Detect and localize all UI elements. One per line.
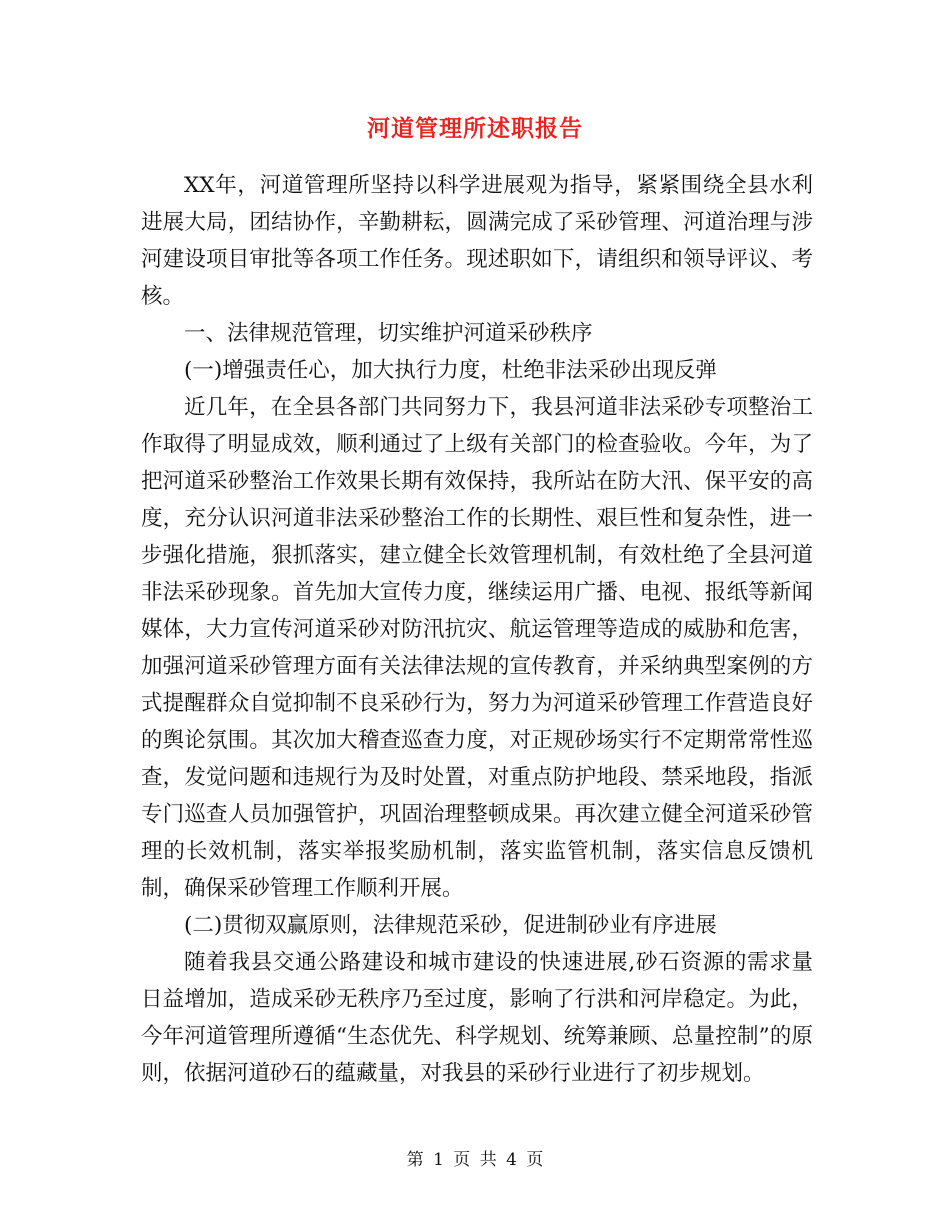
section-heading-1: 一、法律规范管理，切实维护河道采砂秩序 (184, 321, 593, 346)
document-body (141, 167, 813, 1092)
subsection-heading-2: (二)贯彻双赢原则，法律规范采砂，促进制砂业有序进展 (184, 913, 717, 938)
paragraph-body-1: 近几年，在全县各部门共同努力下，我县河道非法采砂专项整治工作取得了明显成效，顺利通过了上级有关部门的检查验收。今年，为了把河道采砂整治工作效果长期有效保持，我所站在防大汛、保平安的高度，充分认识河道非法采砂整治工作的长期性、艰巨性和复杂性，进一步强化措施，狠抓落实，建立健全长效管理机制，有效杜绝了全县河道非法采砂现象。首先加大宣传力度，继续运用广播、电视、报纸等新闻媒体，大力宣传河道采砂对防汛抗灾、航运管理等造成的威胁和危害，加强河道采砂管理方面有关法律法规的宣传教育，并采纳典型案例的方式提醒群众自觉抑制不良采砂行为，努力为河道采砂管理工作营造良好的舆论氛围。其次加大稽查巡查力度，对正规砂场实行不定期常常性巡查，发觉问题和违规行为及时处置，对重点防护地段、禁采地段，指派专门巡查人员加强管护，巩固治理整顿成果。再次建立健全河道采砂管理的长效机制，落实举报奖励机制，落实监管机制，落实信息反馈机制，确保采砂管理工作顺利开展。 (141, 395, 813, 901)
subsection-heading-1: (一)增强责任心，加大执行力度，杜绝非法采砂出现反弹 (184, 358, 717, 383)
page-footer: 第 1 页 共 4 页 (406, 1150, 544, 1170)
paragraph-intro: XX年，河道管理所坚持以科学进展观为指导，紧紧围绕全县水利进展大局，团结协作，辛勤耕耘，圆满完成了采砂管理、河道治理与涉河建设项目审批等各项工作任务。现述职如下，请组织和领导评议、考核。 (141, 173, 813, 309)
document-title: 河道管理所述职报告 (367, 116, 583, 142)
paragraph-body-2: 随着我县交通公路建设和城市建设的快速进展,砂石资源的需求量日益增加，造成采砂无秩序乃至过度，影响了行洪和河岸稳定。为此，今年河道管理所遵循“生态优先、科学规划、统筹兼顾、总量控制”的原则，依据河道砂石的蕴藏量，对我县的采砂行业进行了初步规划。 (141, 950, 813, 1086)
